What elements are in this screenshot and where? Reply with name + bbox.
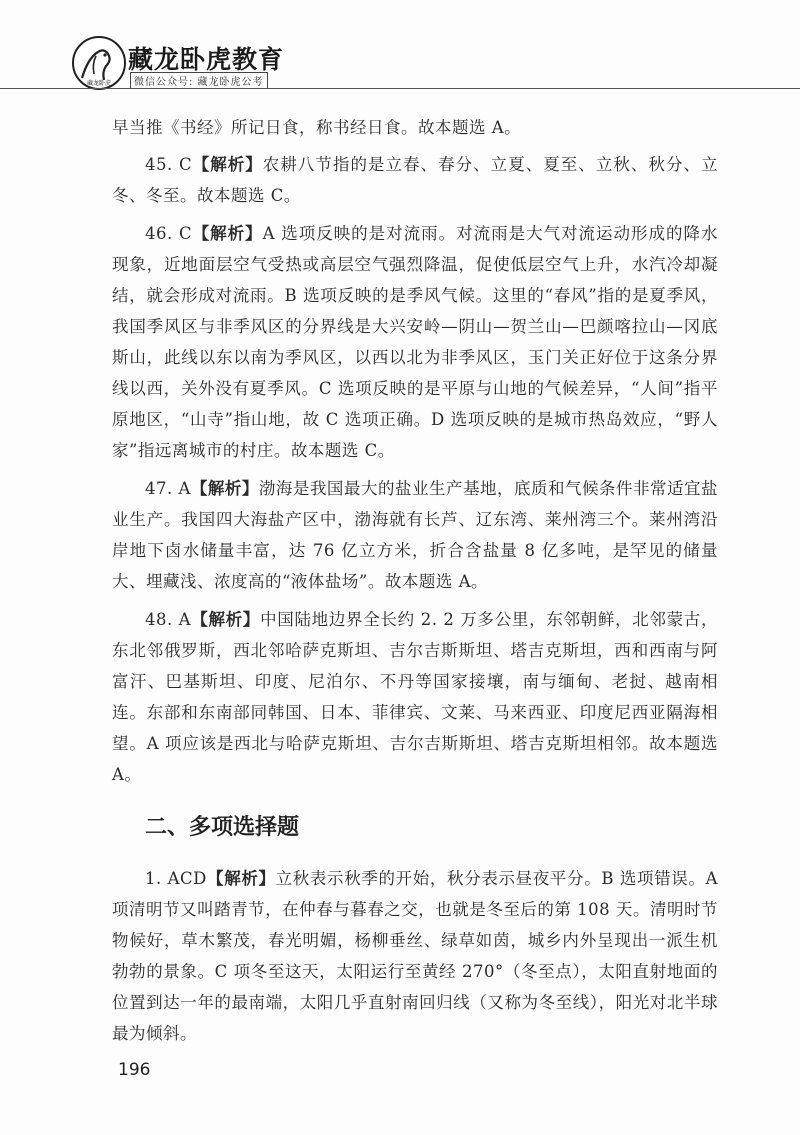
- brand-logo: [72, 36, 126, 90]
- answer-label: 48. A: [145, 610, 192, 629]
- answer-paragraph: [112, 149, 718, 211]
- answer-text: 中国陆地边界全长约 2. 2 万多公里，东邻朝鲜，北邻蒙古，东北邻俄罗斯，西北邻哈萨克斯坦、吉尔吉斯斯坦、塔吉克斯坦，西和西南与阿富汗、巴基斯坦、印度、尼泊尔、不丹等国家接壤，南与缅甸、老挝、越南相连。东部和东南部同韩国、日本、菲律宾、文莱、马来西亚、印度尼西亚隔海相望。A 项应该是西北与哈萨克斯坦、吉尔吉斯斯坦、塔吉克斯坦相邻。故本题选 A。: [112, 610, 719, 784]
- answer-text: 农耕八节指的是立春、春分、立夏、夏至、立秋、秋分、立冬、冬至。故本题选 C。: [112, 155, 719, 205]
- answer-label: 45. C: [145, 155, 193, 174]
- answer-paragraph: [112, 218, 718, 466]
- analysis-tag: 【解析】: [191, 610, 261, 629]
- answer-paragraph: [112, 863, 718, 1049]
- analysis-tag: 【解析】: [206, 869, 276, 888]
- analysis-tag: 【解析】: [190, 479, 259, 498]
- analysis-tag: 【解析】: [192, 155, 263, 174]
- tiger-logo-icon: [74, 38, 124, 88]
- answer-label: 46. C: [145, 224, 193, 243]
- page-header: [0, 0, 800, 92]
- answer-paragraph: [112, 473, 718, 597]
- answer-paragraph: [112, 604, 718, 790]
- logo-caption: 藏龙卧虎: [86, 80, 112, 87]
- page-number: 196: [118, 1060, 151, 1080]
- answer-text: 渤海是我国最大的盐业生产基地，底质和气候条件非常适宜盐业生产。我国四大海盐产区中，渤海就有长芦、辽东湾、莱州湾三个。莱州湾沿岸地下卤水储量丰富，达 76 亿立方米，折合含盐量 8 亿多吨，是罕见的储量大、埋藏浅、浓度高的“液体盐场”。故本题选 A。: [112, 479, 718, 591]
- answer-text: 立秋表示秋季的开始，秋分表示昼夜平分。B 选项错误。A 项清明节又叫踏青节，在仲春与暮春之交，也就是冬至后的第 108 天。清明时节物候好，草木繁茂，春光明媚，杨柳垂丝、绿草如茵，城乡内外呈现出一派生机勃勃的景象。C 项冬至这天，太阳运行至黄经 270°（冬至点），太阳直射地面的位置到达一年的最南端，太阳几乎直射南回归线（又称为冬至线），阳光对北半球最为倾斜。: [112, 869, 718, 1043]
- answer-paragraph: [112, 112, 718, 143]
- analysis-tag: 【解析】: [192, 224, 263, 243]
- page-content: [112, 112, 718, 1056]
- brand-title: 藏龙卧虎教育: [128, 45, 285, 74]
- answer-label: 47. A: [145, 479, 191, 498]
- answer-text: 早当推《书经》所记日食，称书经日食。故本题选 A。: [112, 118, 522, 137]
- header-divider: [0, 88, 800, 89]
- answer-text: A 选项反映的是对流雨。对流雨是大气对流运动形成的降水现象，近地面层空气受热或高层空气强烈降温，促使低层空气上升，水汽冷却凝结，就会形成对流雨。B 选项反映的是季风气候。这里的“春风”指的是夏季风，我国季风区与非季风区的分界线是大兴安岭—阴山—贺兰山—巴颜喀拉山—冈底斯山，此线以东以南为季风区，以西以北为非季风区，玉门关正好位于这条分界线以西，关外没有夏季风。C 选项反映的是平原与山地的气候差异，“人间”指平原地区，“山寺”指山地，故 C 选项正确。D 选项反映的是城市热岛效应，“野人家”指远离城市的村庄。故本题选 C。: [112, 224, 718, 460]
- section-heading: 二、多项选择题: [145, 815, 300, 840]
- brand-subtitle: 微信公众号: 藏龙卧虎公考: [130, 72, 268, 89]
- answer-label: 1. ACD: [145, 869, 207, 888]
